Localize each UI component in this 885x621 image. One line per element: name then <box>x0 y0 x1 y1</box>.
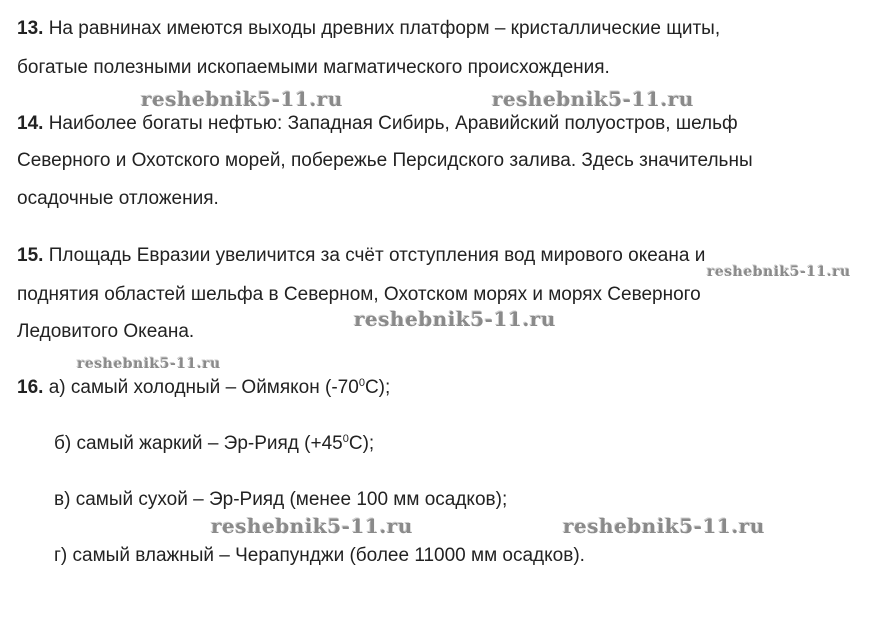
q15-text-1: Площадь Евразии увеличится за счёт отступления вод мирового океана и <box>48 245 706 266</box>
watermark-3: reshebnik5-11.ru <box>707 264 851 280</box>
watermark-4: reshebnik5-11.ru <box>354 307 556 331</box>
q15-line-2: поднятия областей шельфа в Северном, Охотском морях и морях Северного <box>17 284 701 305</box>
q16-a-degree: 0 <box>358 377 365 389</box>
watermark-1: reshebnik5-11.ru <box>141 87 343 111</box>
watermark-5: reshebnik5-11.ru <box>77 356 221 372</box>
q14-line-3: осадочные отложения. <box>17 188 219 209</box>
q16-line-c: в) самый сухой – Эр-Рияд (менее 100 мм осадков); <box>54 489 508 510</box>
q13-number: 13. <box>17 18 44 39</box>
q13-line-2: богатые полезными ископаемыми магматического происхождения. <box>17 57 610 78</box>
q16-b-degree: 0 <box>342 433 349 445</box>
watermark-6: reshebnik5-11.ru <box>211 514 413 538</box>
watermark-2: reshebnik5-11.ru <box>492 87 694 111</box>
q15-number: 15. <box>17 245 44 266</box>
q14-number: 14. <box>17 113 44 134</box>
q16-line-d: г) самый влажный – Черапунджи (более 11000 мм осадков). <box>54 545 585 566</box>
q13-text-1: На равнинах имеются выходы древних платформ – кристаллические щиты, <box>48 18 721 39</box>
q14-line-2: Северного и Охотского морей, побережье Персидского залива. Здесь значительны <box>17 150 753 171</box>
watermark-7: reshebnik5-11.ru <box>563 514 765 538</box>
q14-line-1 <box>17 113 738 135</box>
q16-a-unit: С); <box>364 377 391 398</box>
q13-line-1 <box>17 18 720 40</box>
q16-a-text: а) самый холодный – Оймякон (-70 <box>48 377 359 398</box>
q15-line-1 <box>17 245 705 267</box>
q16-number: 16. <box>17 377 44 398</box>
q15-line-3: Ледовитого Океана. <box>17 321 195 342</box>
q16-b-text: б) самый жаркий – Эр-Рияд (+45 <box>54 433 343 454</box>
q14-text-1: Наиболее богаты нефтью: Западная Сибирь, Аравийский полуостров, шельф <box>48 113 738 134</box>
q16-line-b <box>54 433 374 455</box>
q16-b-unit: С); <box>348 433 375 454</box>
q16-line-a <box>17 377 390 399</box>
